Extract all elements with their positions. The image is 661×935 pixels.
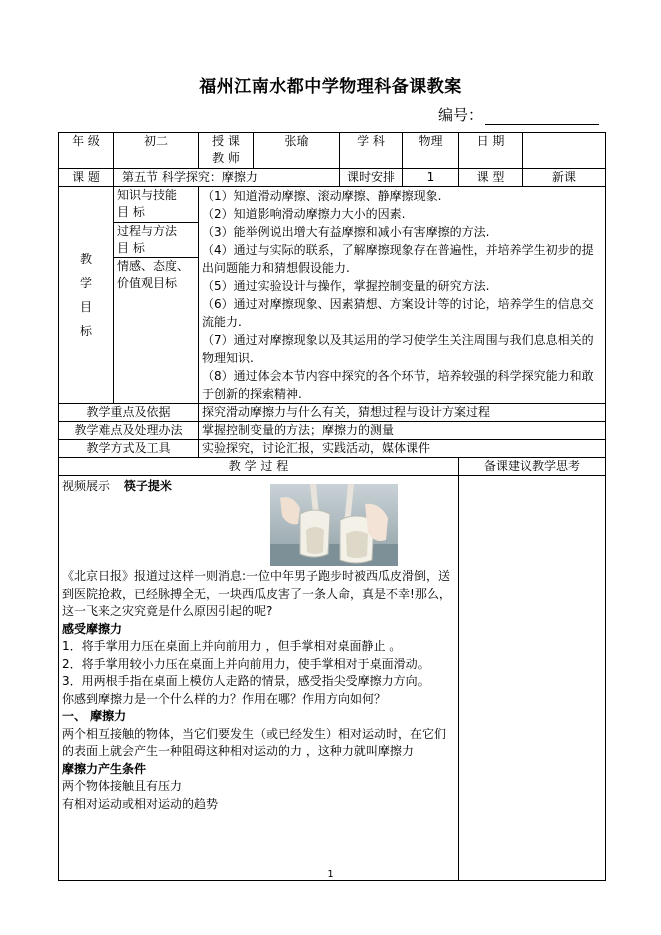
serial-blank-line (485, 110, 599, 125)
key-value: 探究滑动摩擦力与什么有关，猜想过程与设计方案过程 (199, 404, 606, 422)
paragraph: 你感到摩擦力是一个什么样的力？作用在哪？作用方向如何？ (62, 691, 387, 706)
section-heading: 一、 摩擦力 (62, 709, 127, 723)
topic-label: 课 题 (59, 169, 114, 187)
objective-items (199, 187, 606, 404)
objective-item: （2）知道影响滑动摩擦力大小的因素. (202, 207, 406, 221)
category-process: 过程与方法 目 标 (114, 223, 198, 258)
method-row (59, 440, 606, 458)
teacher-value: 张瑜 (254, 133, 340, 169)
side-char: 目 (79, 300, 92, 314)
difficulty-row (59, 422, 606, 440)
section-heading: 感受摩擦力 (62, 621, 123, 636)
grade-value: 初二 (114, 133, 199, 169)
topic-row (59, 169, 606, 187)
paragraph: 两个相互接触的物体，当它们要发生（或已经发生）相对运动时，在它们的表面上就会产生一种阻碍这种相对运动的力 ，这种力就叫摩擦力 (62, 726, 447, 758)
method-label: 教学方式及工具 (59, 440, 199, 458)
side-char: 学 (79, 276, 92, 290)
serial-number-field (438, 104, 599, 125)
objective-item: （5）通过实验设计与操作，掌握控制变量的研究方法. (202, 279, 490, 293)
process-header-row (59, 458, 606, 476)
paragraph: 3．用两根手指在桌面上模仿人走路的情景，感受指尖受摩擦力方向。 (62, 674, 430, 688)
category-knowledge: 知识与技能 目 标 (114, 187, 198, 223)
process-header: 教 学 过 程 (59, 458, 459, 476)
paragraph: 2．将手掌用较小力压在桌面上并向前用力，使手掌相对于桌面滑动。 (62, 656, 430, 671)
reflection-header: 备课建议教学思考 (459, 458, 606, 476)
difficulty-value: 掌握控制变量的方法；摩擦力的测量 (199, 422, 606, 440)
process-body-row (59, 476, 606, 881)
objective-item: （8）通过体会本节内容中探究的各个环节，培养较强的科学探究能力和敢于创新的探索精神. (202, 369, 594, 401)
objective-item: （1）知道滑动摩擦、滚动摩擦、静摩擦现象. (202, 189, 442, 203)
subject-value: 物理 (403, 133, 459, 169)
objective-categories (114, 187, 199, 404)
topic-value: 第五节 科学探究：摩擦力 (114, 169, 340, 187)
paragraph: 有相对运动或相对运动的趋势 (62, 796, 219, 811)
teacher-label: 授 课 教 师 (199, 133, 254, 169)
serial-label: 编号： (438, 106, 484, 124)
category-attitude: 情感、态度、 价值观目标 (117, 259, 190, 290)
hours-label: 课时安排 (340, 169, 403, 187)
lesson-plan-table (58, 132, 606, 881)
date-value (523, 133, 606, 169)
date-label: 日 期 (459, 133, 523, 169)
paragraph: 《北京日报》报道过这样一则消息:一位中年男子跑步时被西瓜皮滑倒，送到医院抢救，已经脉搏全无，一块西瓜皮害了一条人命，真是不幸!那么，这一飞来之灾究竟是什么原因引起的呢? (62, 569, 451, 618)
video-title: 筷子提米 (123, 479, 172, 493)
subject-label: 学 科 (340, 133, 403, 169)
objectives-side-label (59, 187, 114, 404)
reflection-content (459, 476, 606, 881)
process-content (59, 476, 459, 881)
side-char: 教 (79, 252, 92, 266)
type-label: 课 型 (459, 169, 523, 187)
chopsticks-rice-photo (270, 484, 398, 566)
difficulty-label: 教学难点及处理办法 (59, 422, 199, 440)
video-prefix: 视频展示 (62, 479, 111, 493)
section-heading: 摩擦力产生条件 (62, 761, 147, 776)
objectives-row (59, 187, 606, 404)
grade-label: 年 级 (59, 133, 114, 169)
key-row (59, 404, 606, 422)
method-value: 实验探究，讨论汇报，实践活动，媒体课件 (199, 440, 606, 458)
hours-value: 1 (403, 169, 459, 187)
objective-item: （4）通过与实际的联系，了解摩擦现象存在普遍性，并培养学生初步的提出问题能力和猜想假设能力. (202, 243, 594, 275)
paragraph: 1．将手掌用力压在桌面上并向前用力 ，但手掌相对桌面静止 。 (62, 639, 402, 653)
objective-item: （3）能举例说出增大有益摩擦和减小有害摩擦的方法. (202, 225, 490, 239)
key-label: 教学重点及依据 (59, 404, 199, 422)
objective-item: （6）通过对摩擦现象、因素猜想、方案设计等的讨论，培养学生的信息交流能力. (202, 297, 594, 329)
side-char: 标 (79, 324, 92, 338)
document-title: 福州江南水都中学物理科备课教案 (199, 77, 462, 97)
paragraph: 两个物体接触且有压力 (62, 779, 183, 793)
objective-item: （7）通过对摩擦现象以及其运用的学习使学生关注周围与我们息息相关的物理知识. (202, 333, 594, 365)
type-value: 新课 (523, 169, 606, 187)
header-row (59, 133, 606, 169)
video-section (62, 478, 455, 568)
page-number: 1 (327, 869, 334, 880)
